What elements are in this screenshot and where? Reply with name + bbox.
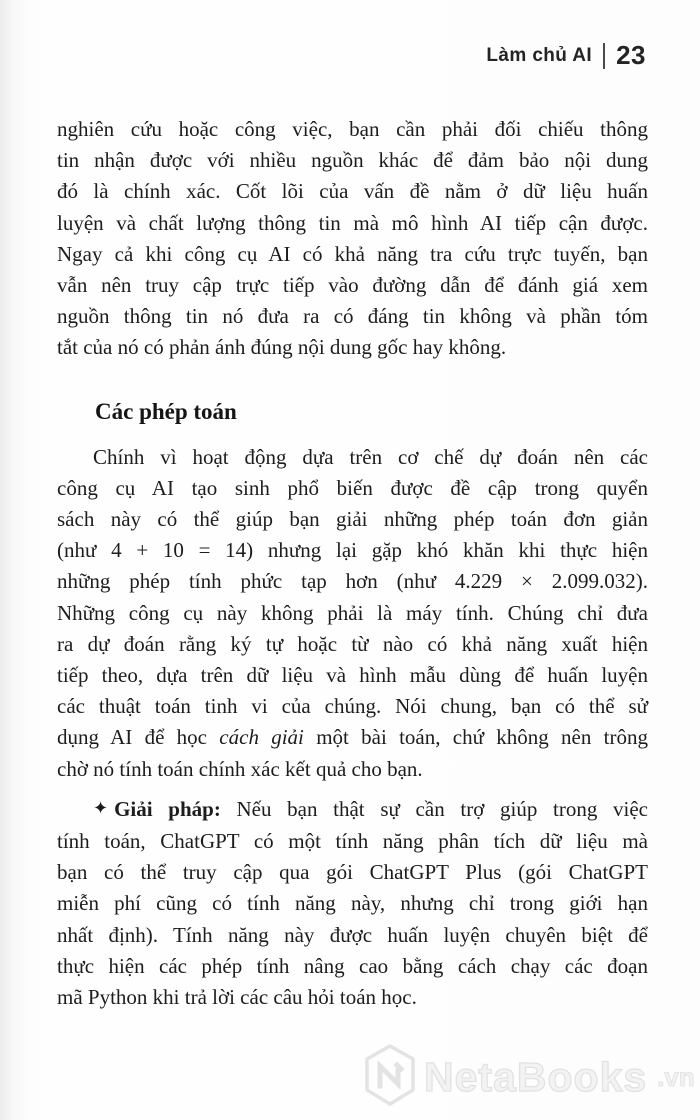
text-line: luyện và chất lượng thông tin mà mô hình AI tiếp cận được. [57,210,648,235]
text-line: tính toán, ChatGPT có một tính năng phân tích dữ liệu mà [57,829,648,854]
text-line: Ngay cả khi công cụ AI có khả năng tra cứu trực tuyến, bạn [57,241,648,266]
header-divider [603,43,605,69]
text-line: những phép tính phức tạp hơn (như 4.229 × 2.099.032). [57,569,648,594]
text-segment: Giải pháp: [114,796,221,821]
page-number: 23 [616,40,646,70]
text-line: vẫn nên truy cập trực tiếp vào đường dẫn để đánh giá xem [57,273,648,298]
paragraph [57,114,648,364]
text-line: nguồn thông tin nó đưa ra có đáng tin không và phần tóm [57,304,648,329]
netabooks-logo-icon [364,1044,416,1111]
text-line: sách này có thể giúp bạn giải những phép toán đơn giản [57,507,648,532]
text-line: nghiên cứu hoặc công việc, bạn cần phải đối chiếu thông [57,117,648,141]
text-line: Những công cụ này không phải là máy tính. Chúng chỉ đưa [57,600,648,625]
watermark-tld-text: .vn [657,1062,695,1092]
watermark-brand-text: NetaBooks [424,1054,648,1100]
paragraph [57,794,648,1013]
text-line: dụng AI để học cách giải một bài toán, chứ không nên trông [57,725,648,750]
text-line: tiếp theo, dựa trên dữ liệu và hình mẫu dùng để huấn luyện [57,663,648,688]
text-line: (như 4 + 10 = 14) nhưng lại gặp khó khăn khi thực hiện [57,538,648,563]
text-line: mã Python khi trả lời các câu hỏi toán học. [57,985,417,1010]
watermark [364,1044,695,1111]
text-line: thực hiện các phép tính nâng cao bằng cách chạy các đoạn [57,953,648,978]
text-line: ra dự đoán rằng ký tự hoặc từ nào có khả năng xuất hiện [57,631,648,656]
text-line: tắt của nó có phản ánh đúng nội dung gốc hay không. [57,335,507,360]
text-line: đó là chính xác. Cốt lõi của vấn đề nằm ở dữ liệu huấn [57,179,648,204]
text-line: tin nhận được với nhiều nguồn khác để đảm bảo nội dung [57,148,648,173]
text-line: các thuật toán tinh vi của chúng. Nói chung, bạn có thể sử [57,694,648,719]
text-segment: cách giải [219,725,304,750]
star-bullet-icon: ✦ [93,797,109,818]
text-line: Chính vì hoạt động dựa trên cơ chế dự đoán nên các [93,444,648,469]
page-body [57,114,648,1013]
text-line: chờ nó tính toán chính xác kết quả cho bạn. [57,756,423,781]
paragraph [57,442,648,785]
running-header [486,40,646,71]
text-line: nhất định). Tính năng này được huấn luyện chuyên biệt để [57,922,648,947]
text-line: ✦ Giải pháp: Nếu bạn thật sự cần trợ giúp trong việc [93,796,648,821]
section-heading: Các phép toán [95,398,237,424]
book-title: Làm chủ AI [486,44,593,66]
text-line: miễn phí cũng có tính năng này, nhưng chỉ trong giới hạn [57,891,648,916]
text-line: công cụ AI tạo sinh phổ biến được đề cập trong quyển [57,475,648,500]
text-line: bạn có thể truy cập qua gói ChatGPT Plus (gói ChatGPT [57,860,648,885]
